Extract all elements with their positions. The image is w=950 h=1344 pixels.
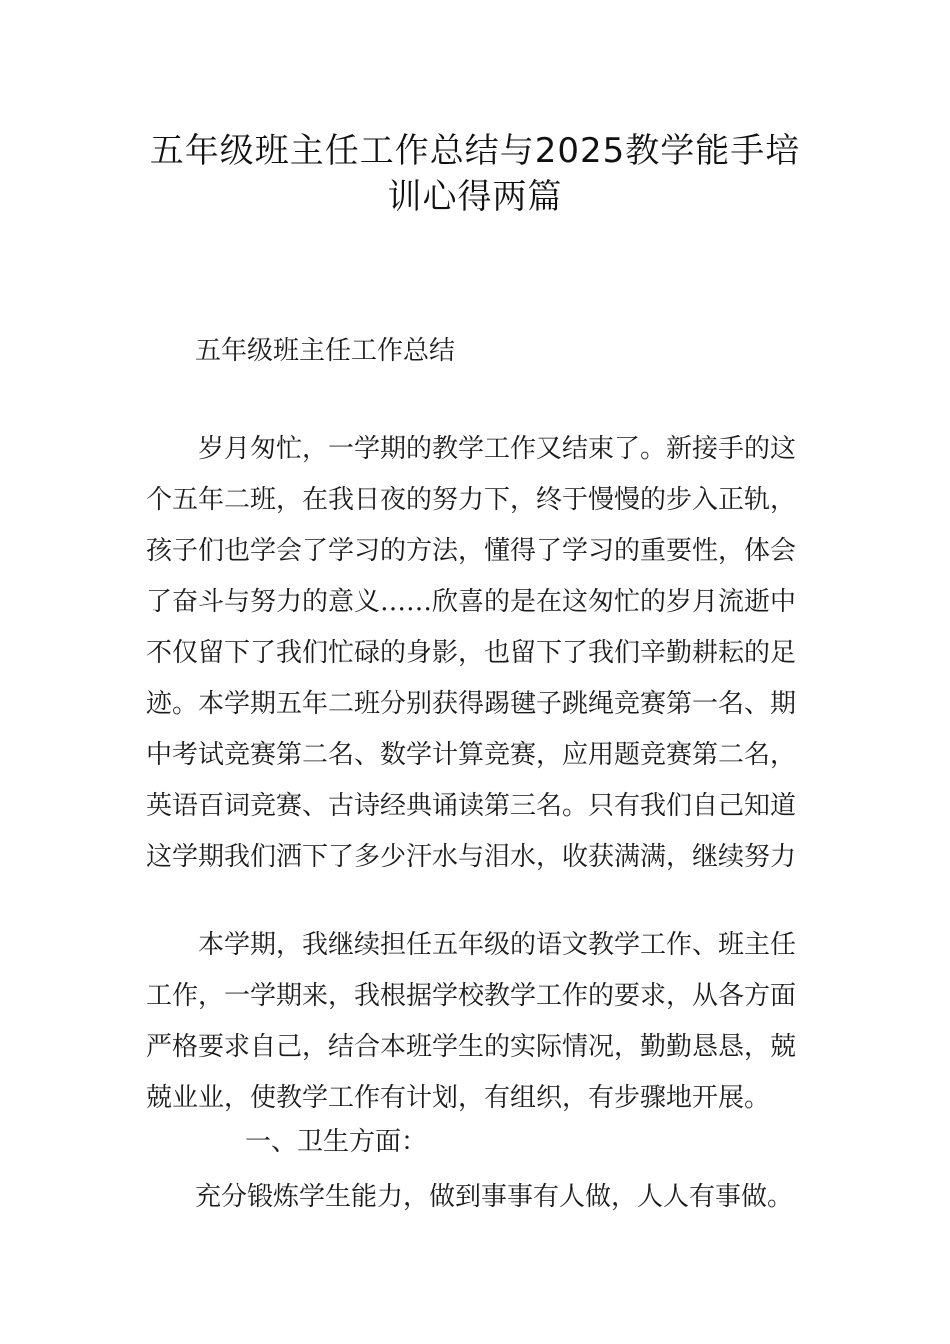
paragraph-intro: [146, 424, 806, 883]
paragraph-line: 严格要求自己，结合本班学生的实际情况，勤勤恳恳，兢: [146, 1032, 797, 1062]
paragraph-line: 岁月匆忙，一学期的教学工作又结束了。新接手的这: [198, 434, 797, 464]
paragraph-line: 不仅留下了我们忙碌的身影，也留下了我们辛勤耕耘的足: [146, 638, 797, 668]
paragraph-line: 这学期我们洒下了多少汗水与泪水，收获满满，继续努力: [146, 842, 797, 872]
paragraph-duties: [146, 920, 806, 1124]
title-line: 五年级班主任工作总结与2025教学能手培: [149, 131, 801, 171]
title-line: 训心得两篇: [387, 177, 563, 217]
paragraph-line: 本学期，我继续担任五年级的语文教学工作、班主任: [198, 930, 797, 960]
paragraph-line: 兢业业，使教学工作有计划，有组织，有步骤地开展。: [146, 1083, 771, 1113]
document-title: [120, 128, 830, 220]
paragraph-line: 个五年二班，在我日夜的努力下，终于慢慢的步入正轨，: [146, 485, 797, 515]
paragraph-line: 英语百词竞赛、古诗经典诵读第三名。只有我们自己知道: [146, 791, 797, 821]
paragraph-line: 迹。本学期五年二班分别获得踢毽子跳绳竞赛第一名、期: [146, 689, 797, 719]
paragraph-line: 中考试竞赛第二名、数学计算竞赛，应用题竞赛第二名，: [146, 740, 797, 770]
section-heading-hygiene: 一、卫生方面：: [245, 1127, 428, 1157]
paragraph-hygiene: 充分锻炼学生能力，做到事事有人做，人人有事做。: [195, 1182, 794, 1212]
paragraph-line: 工作，一学期来，我根据学校教学工作的要求，从各方面: [146, 981, 797, 1011]
paragraph-line: 了奋斗与努力的意义……欣喜的是在这匆忙的岁月流逝中: [146, 587, 797, 617]
section-subtitle: 五年级班主任工作总结: [195, 336, 456, 366]
paragraph-line: 孩子们也学会了学习的方法，懂得了学习的重要性，体会: [146, 536, 797, 566]
